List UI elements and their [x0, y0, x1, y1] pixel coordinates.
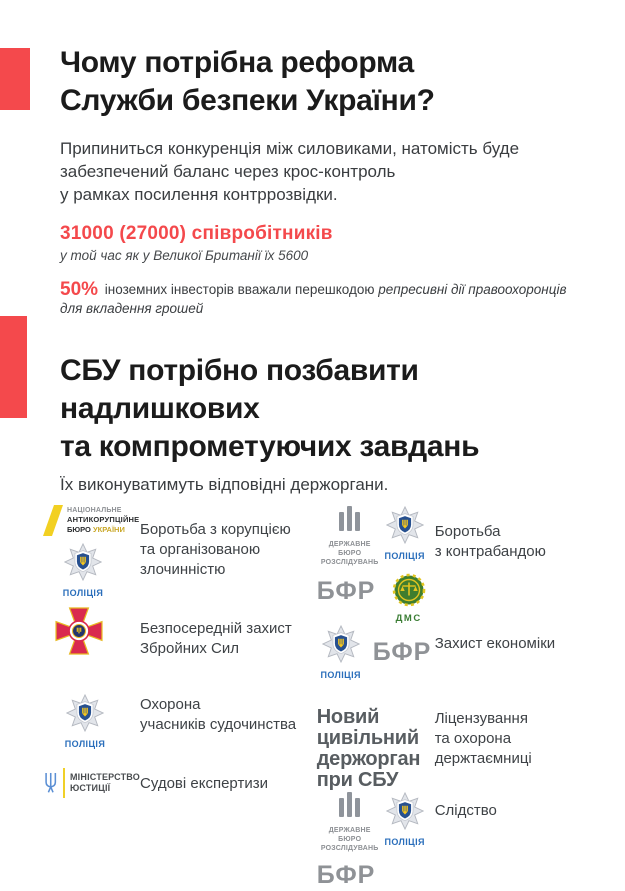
- dbr-label-line2: РОЗСЛІДУВАНЬ: [320, 845, 379, 852]
- dbr-logo: [317, 791, 383, 853]
- stat-investors-value: 50%: [60, 279, 99, 300]
- ministry-of-justice-logo: [43, 766, 140, 798]
- dbr-bars-icon: [335, 791, 365, 818]
- dbr-label-line1: ДЕРЖАВНЕ БЮРО: [328, 827, 371, 843]
- section-subtitle: Їх виконуватимуть відповідні держоргани.: [60, 475, 389, 494]
- nabu-logo: [43, 505, 140, 536]
- stat-investors-line2: для вкладення грошей: [60, 301, 204, 316]
- task-label: Слідство: [434, 802, 497, 819]
- stat-investors: [60, 280, 585, 318]
- justice-trident-icon: [43, 768, 58, 798]
- task-label: Безпосередній захист Збройних Сил: [140, 620, 292, 657]
- dbr-label-line1: ДЕРЖАВНЕ БЮРО: [328, 541, 371, 557]
- dms-emblem-icon: [392, 573, 426, 607]
- intro-paragraph: [60, 137, 585, 206]
- task-label: Боротьба з корупцією та організованою злочинністю: [140, 521, 291, 578]
- task-grid: [40, 505, 585, 891]
- police-label: ПОЛІЦІЯ: [62, 588, 104, 598]
- task-anticorruption: [40, 505, 317, 607]
- stat-investors-italic: репресивні дії правоохоронців: [378, 282, 567, 297]
- task-armed-forces: [40, 607, 317, 693]
- task-label: Боротьба з контрабандою: [434, 523, 546, 560]
- section-title: [60, 352, 585, 466]
- task-column-right: [317, 505, 585, 891]
- police-label: ПОЛІЦІЯ: [384, 551, 425, 561]
- police-badge-icon: [322, 624, 360, 664]
- task-investigation: [317, 791, 585, 891]
- bfr-logo: БФР: [316, 861, 376, 889]
- section-title-line: СБУ потрібно позбавити: [60, 354, 419, 387]
- task-label: Ліцензування та охорона держтаємниці: [434, 710, 532, 767]
- police-logo: [59, 542, 107, 598]
- bfr-logo: БФР: [316, 577, 376, 605]
- task-expertise: [40, 766, 317, 846]
- police-label: ПОЛІЦІЯ: [384, 837, 425, 847]
- minjust-label-line2: ЮСТИЦІЇ: [69, 783, 111, 793]
- page-title-line: Чому потрібна реформа: [60, 46, 414, 79]
- task-column-left: [40, 505, 317, 891]
- task-label: Захист економіки: [434, 635, 556, 652]
- stat-investors-text: іноземних інвесторів вважали перешкодою: [104, 282, 375, 297]
- dbr-logo: [317, 505, 383, 567]
- task-licensing: [317, 707, 585, 791]
- intro-line: забезпечений баланс через крос-контроль: [60, 162, 396, 181]
- section-title-line: надлишкових: [60, 392, 260, 425]
- dbr-bars-icon: [335, 505, 365, 532]
- task-court-protection: [40, 693, 317, 766]
- intro-line: Припиниться конкуренція між силовиками, натомість буде: [60, 139, 520, 158]
- task-smuggling: [317, 505, 585, 624]
- new-civil-body-logo: Новий цивільний держорган при СБУ: [316, 706, 421, 791]
- stat-employees-value: 31000 (27000) співробітників: [60, 223, 333, 244]
- section-tasks: [60, 352, 585, 891]
- nabu-label-line1: НАЦІОНАЛЬНЕ: [67, 507, 122, 514]
- dms-label: ДМС: [395, 613, 422, 624]
- stat-employees-note: у той час як у Великої Британії їх 5600: [60, 248, 309, 263]
- police-badge-icon: [386, 791, 424, 831]
- logo-divider: [63, 768, 65, 798]
- task-label: Судові експертизи: [140, 775, 268, 792]
- police-label: ПОЛІЦІЯ: [64, 739, 106, 749]
- police-badge-icon: [64, 542, 102, 582]
- red-accent-bar-middle: [0, 316, 27, 418]
- nabu-label-line3b: УКРАЇНИ: [92, 525, 125, 534]
- police-logo: [381, 505, 429, 561]
- police-badge-icon: [386, 505, 424, 545]
- nabu-label-line2: АНТИКОРУПЦІЙНЕ: [67, 515, 140, 524]
- nabu-flag-icon: [43, 505, 63, 536]
- dbr-label-line2: РОЗСЛІДУВАНЬ: [320, 559, 379, 566]
- police-label: ПОЛІЦІЯ: [320, 670, 361, 680]
- bfr-logo: БФР: [372, 637, 432, 666]
- police-logo: [317, 624, 365, 680]
- page-title: [60, 44, 585, 120]
- armed-forces-emblem-icon: [55, 607, 103, 655]
- police-logo: [381, 791, 429, 847]
- minjust-label-line1: МІНІСТЕРСТВО: [69, 772, 140, 782]
- dms-logo: [381, 573, 437, 624]
- red-accent-bar-top: [0, 48, 30, 110]
- section-title-line: та компрометуючих завдань: [60, 430, 480, 463]
- police-badge-icon: [66, 693, 104, 733]
- police-logo: [61, 693, 109, 749]
- page-title-line: Служби безпеки України?: [60, 84, 435, 117]
- task-economy: [317, 624, 585, 707]
- stat-employees: [60, 223, 585, 263]
- intro-line: у рамках посилення контррозвідки.: [60, 185, 338, 204]
- task-label: Охорона учасників судочинства: [140, 696, 297, 733]
- nabu-label-line3a: БЮРО: [67, 525, 91, 534]
